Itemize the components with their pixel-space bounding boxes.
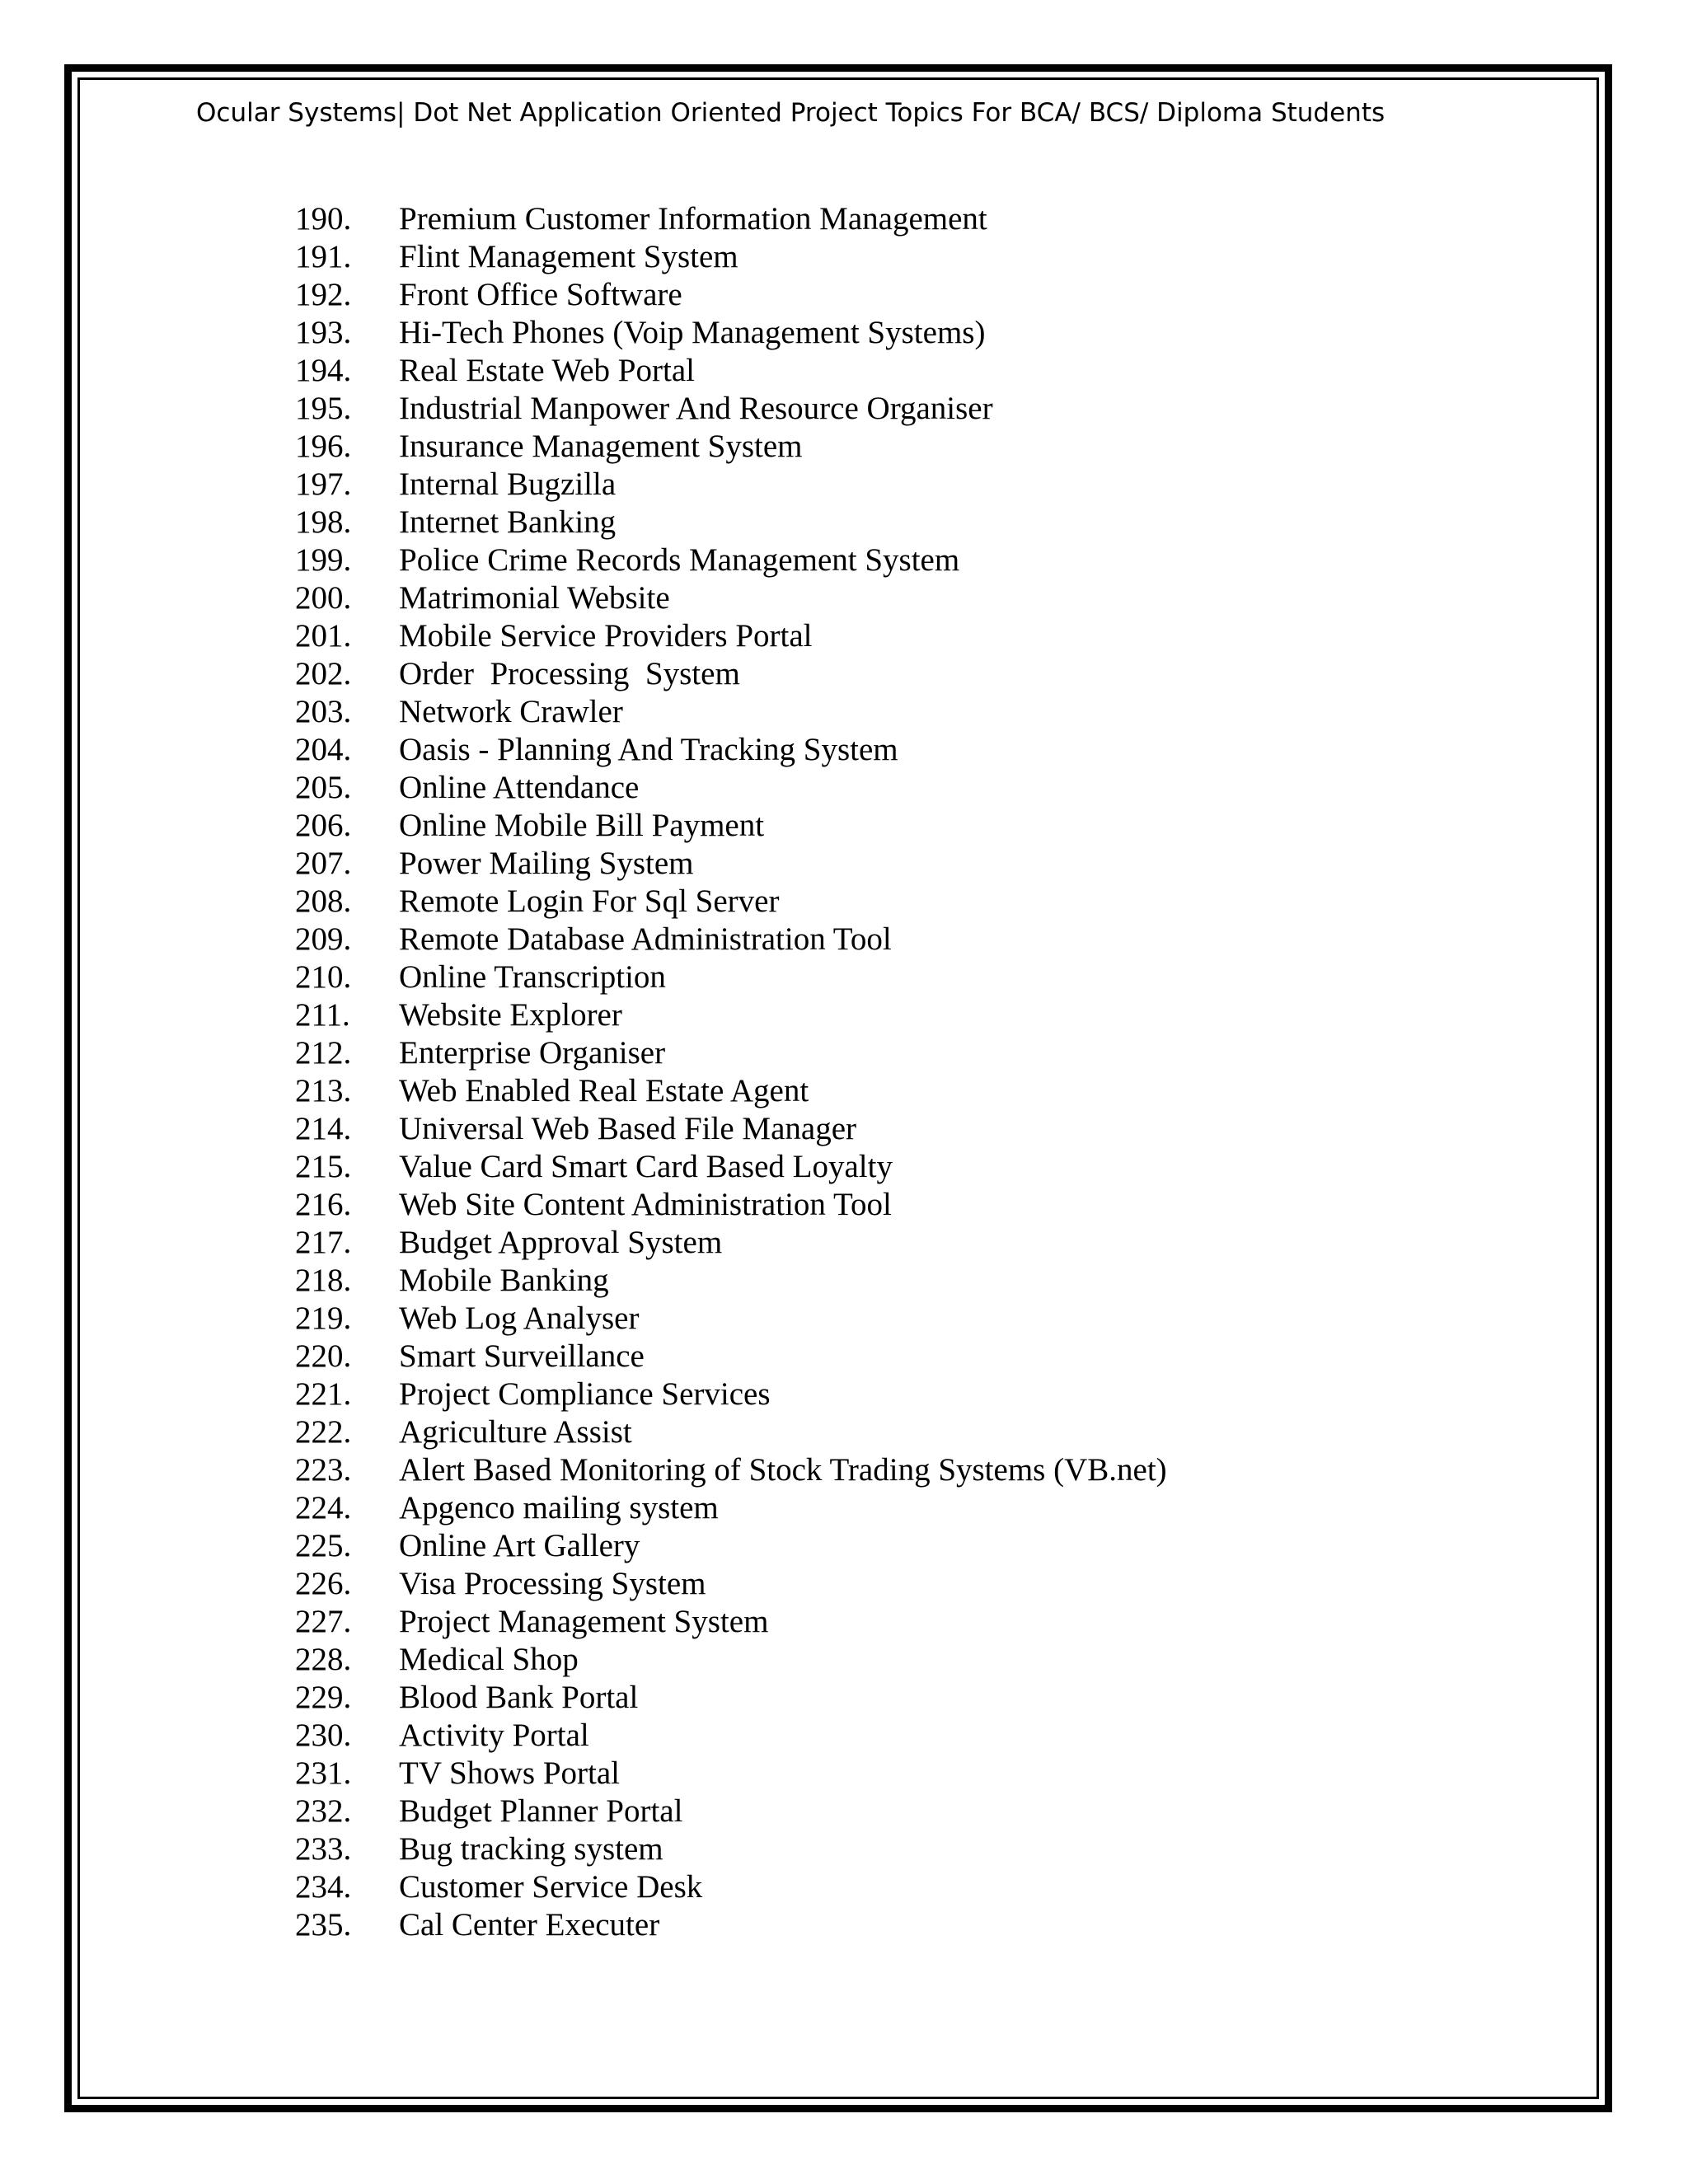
topic-number: 220. xyxy=(295,1338,352,1374)
topic-title: Enterprise Organiser xyxy=(399,1035,666,1071)
topic-title: Front Office Software xyxy=(399,277,682,312)
list-item xyxy=(295,1338,1167,1376)
topic-number: 225. xyxy=(295,1528,352,1563)
topic-number: 221. xyxy=(295,1376,352,1412)
list-item xyxy=(295,807,1167,845)
topic-title: Universal Web Based File Manager xyxy=(399,1111,856,1146)
topic-title: Project Compliance Services xyxy=(399,1376,771,1412)
topic-title: Activity Portal xyxy=(399,1718,589,1753)
list-item xyxy=(295,1451,1167,1489)
topic-number: 203. xyxy=(295,694,352,729)
list-item xyxy=(295,883,1167,921)
topic-title: Network Crawler xyxy=(399,694,623,729)
topic-title: Internal Bugzilla xyxy=(399,466,617,502)
topic-number: 201. xyxy=(295,618,352,654)
topic-number: 229. xyxy=(295,1680,352,1715)
topic-title: Web Log Analyser xyxy=(399,1301,640,1336)
topic-number: 191. xyxy=(295,239,352,274)
list-item xyxy=(295,921,1167,958)
topic-title: Web Enabled Real Estate Agent xyxy=(399,1073,809,1108)
topic-number: 210. xyxy=(295,959,352,995)
list-item xyxy=(295,1830,1167,1868)
topic-title: Online Attendance xyxy=(399,770,640,805)
topic-title: Alert Based Monitoring of Stock Trading Systems (VB.net) xyxy=(399,1452,1167,1488)
list-item xyxy=(295,579,1167,617)
list-item xyxy=(295,390,1167,428)
topic-title: Police Crime Records Management System xyxy=(399,542,960,578)
topic-title: Industrial Manpower And Resource Organiser xyxy=(399,391,993,426)
topic-title: Matrimonial Website xyxy=(399,580,670,616)
list-item xyxy=(295,693,1167,731)
topic-number: 207. xyxy=(295,846,352,881)
topic-number: 202. xyxy=(295,656,352,691)
list-item xyxy=(295,1755,1167,1793)
list-item xyxy=(295,1148,1167,1186)
page-header: Ocular Systems| Dot Net Application Oriented Project Topics For BCA/ BCS/ Diploma Students xyxy=(196,98,1386,128)
topic-title: Value Card Smart Card Based Loyalty xyxy=(399,1149,893,1184)
topic-title: Project Management System xyxy=(399,1604,769,1639)
topic-title: Hi-Tech Phones (Voip Management Systems) xyxy=(399,315,986,350)
list-item xyxy=(295,1868,1167,1906)
topic-number: 213. xyxy=(295,1073,352,1108)
topic-number: 215. xyxy=(295,1149,352,1184)
topic-number: 234. xyxy=(295,1869,352,1905)
topic-title: Order Processing System xyxy=(399,656,740,691)
topic-number: 233. xyxy=(295,1831,352,1867)
topic-title: Power Mailing System xyxy=(399,846,694,881)
list-item xyxy=(295,1603,1167,1641)
topic-title: Mobile Banking xyxy=(399,1263,609,1298)
topic-number: 208. xyxy=(295,883,352,919)
topic-title: Remote Database Administration Tool xyxy=(399,921,892,957)
topic-number: 193. xyxy=(295,315,352,350)
topic-number: 222. xyxy=(295,1414,352,1450)
list-item xyxy=(295,1906,1167,1944)
list-item xyxy=(295,1679,1167,1717)
topic-number: 223. xyxy=(295,1452,352,1488)
list-item xyxy=(295,238,1167,276)
topic-number: 197. xyxy=(295,466,352,502)
topic-number: 199. xyxy=(295,542,352,578)
list-item xyxy=(295,1717,1167,1755)
topic-number: 196. xyxy=(295,429,352,464)
topic-number: 190. xyxy=(295,201,352,237)
list-item xyxy=(295,1186,1167,1224)
topic-number: 224. xyxy=(295,1490,352,1526)
list-item xyxy=(295,504,1167,541)
topic-number: 217. xyxy=(295,1225,352,1260)
list-item xyxy=(295,769,1167,807)
topic-number: 227. xyxy=(295,1604,352,1639)
topic-number: 195. xyxy=(295,391,352,426)
topic-title: Remote Login For Sql Server xyxy=(399,883,780,919)
topic-number: 214. xyxy=(295,1111,352,1146)
topic-title: Online Art Gallery xyxy=(399,1528,640,1563)
topic-number: 231. xyxy=(295,1755,352,1791)
topic-title: Online Mobile Bill Payment xyxy=(399,808,765,843)
list-item xyxy=(295,1262,1167,1300)
topic-number: 218. xyxy=(295,1263,352,1298)
topic-title: Mobile Service Providers Portal xyxy=(399,618,813,654)
list-item xyxy=(295,466,1167,504)
topic-title: Budget Approval System xyxy=(399,1225,723,1260)
list-item xyxy=(295,1110,1167,1148)
topic-title: TV Shows Portal xyxy=(399,1755,620,1791)
topic-title: Budget Planner Portal xyxy=(399,1793,683,1829)
topic-title: Real Estate Web Portal xyxy=(399,353,695,388)
list-item xyxy=(295,845,1167,883)
topic-number: 209. xyxy=(295,921,352,957)
list-item xyxy=(295,1300,1167,1338)
topic-number: 198. xyxy=(295,504,352,540)
list-item xyxy=(295,655,1167,693)
list-item xyxy=(295,1224,1167,1262)
list-item xyxy=(295,617,1167,655)
topic-number: 194. xyxy=(295,353,352,388)
topic-number: 192. xyxy=(295,277,352,312)
topic-number: 232. xyxy=(295,1793,352,1829)
topic-title: Bug tracking system xyxy=(399,1831,663,1867)
list-item xyxy=(295,314,1167,352)
list-item xyxy=(295,958,1167,996)
list-item xyxy=(295,996,1167,1034)
list-item xyxy=(295,352,1167,390)
topic-number: 204. xyxy=(295,732,352,767)
topic-number: 235. xyxy=(295,1907,352,1943)
topic-title: Smart Surveillance xyxy=(399,1338,645,1374)
list-item xyxy=(295,276,1167,314)
topic-title: Agriculture Assist xyxy=(399,1414,632,1450)
topic-title: Internet Banking xyxy=(399,504,617,540)
topic-title: Insurance Management System xyxy=(399,429,803,464)
topic-title: Cal Center Executer xyxy=(399,1907,660,1943)
topic-title: Medical Shop xyxy=(399,1642,579,1677)
topic-number: 228. xyxy=(295,1642,352,1677)
topic-number: 205. xyxy=(295,770,352,805)
topic-title: Blood Bank Portal xyxy=(399,1680,639,1715)
topic-number: 200. xyxy=(295,580,352,616)
list-item xyxy=(295,1565,1167,1603)
topic-title: Visa Processing System xyxy=(399,1566,706,1601)
list-item xyxy=(295,428,1167,466)
topic-number: 211. xyxy=(295,997,350,1033)
list-item xyxy=(295,1793,1167,1830)
topic-number: 212. xyxy=(295,1035,352,1071)
topic-title: Online Transcription xyxy=(399,959,666,995)
topic-title: Website Explorer xyxy=(399,997,622,1033)
list-item xyxy=(295,731,1167,769)
topic-number: 226. xyxy=(295,1566,352,1601)
list-item xyxy=(295,200,1167,238)
topic-title: Web Site Content Administration Tool xyxy=(399,1187,892,1222)
list-item xyxy=(295,1489,1167,1527)
list-item xyxy=(295,1072,1167,1110)
list-item xyxy=(295,541,1167,579)
list-item xyxy=(295,1034,1167,1072)
list-item xyxy=(295,1527,1167,1565)
list-item xyxy=(295,1641,1167,1679)
topic-title: Oasis - Planning And Tracking System xyxy=(399,732,898,767)
topic-title: Customer Service Desk xyxy=(399,1869,703,1905)
topic-number: 230. xyxy=(295,1718,352,1753)
topic-number: 219. xyxy=(295,1301,352,1336)
topic-list xyxy=(295,200,1167,1944)
topic-title: Premium Customer Information Management xyxy=(399,201,987,237)
topic-title: Apgenco mailing system xyxy=(399,1490,719,1526)
list-item xyxy=(295,1413,1167,1451)
list-item xyxy=(295,1376,1167,1413)
topic-number: 206. xyxy=(295,808,352,843)
topic-number: 216. xyxy=(295,1187,352,1222)
topic-title: Flint Management System xyxy=(399,239,738,274)
